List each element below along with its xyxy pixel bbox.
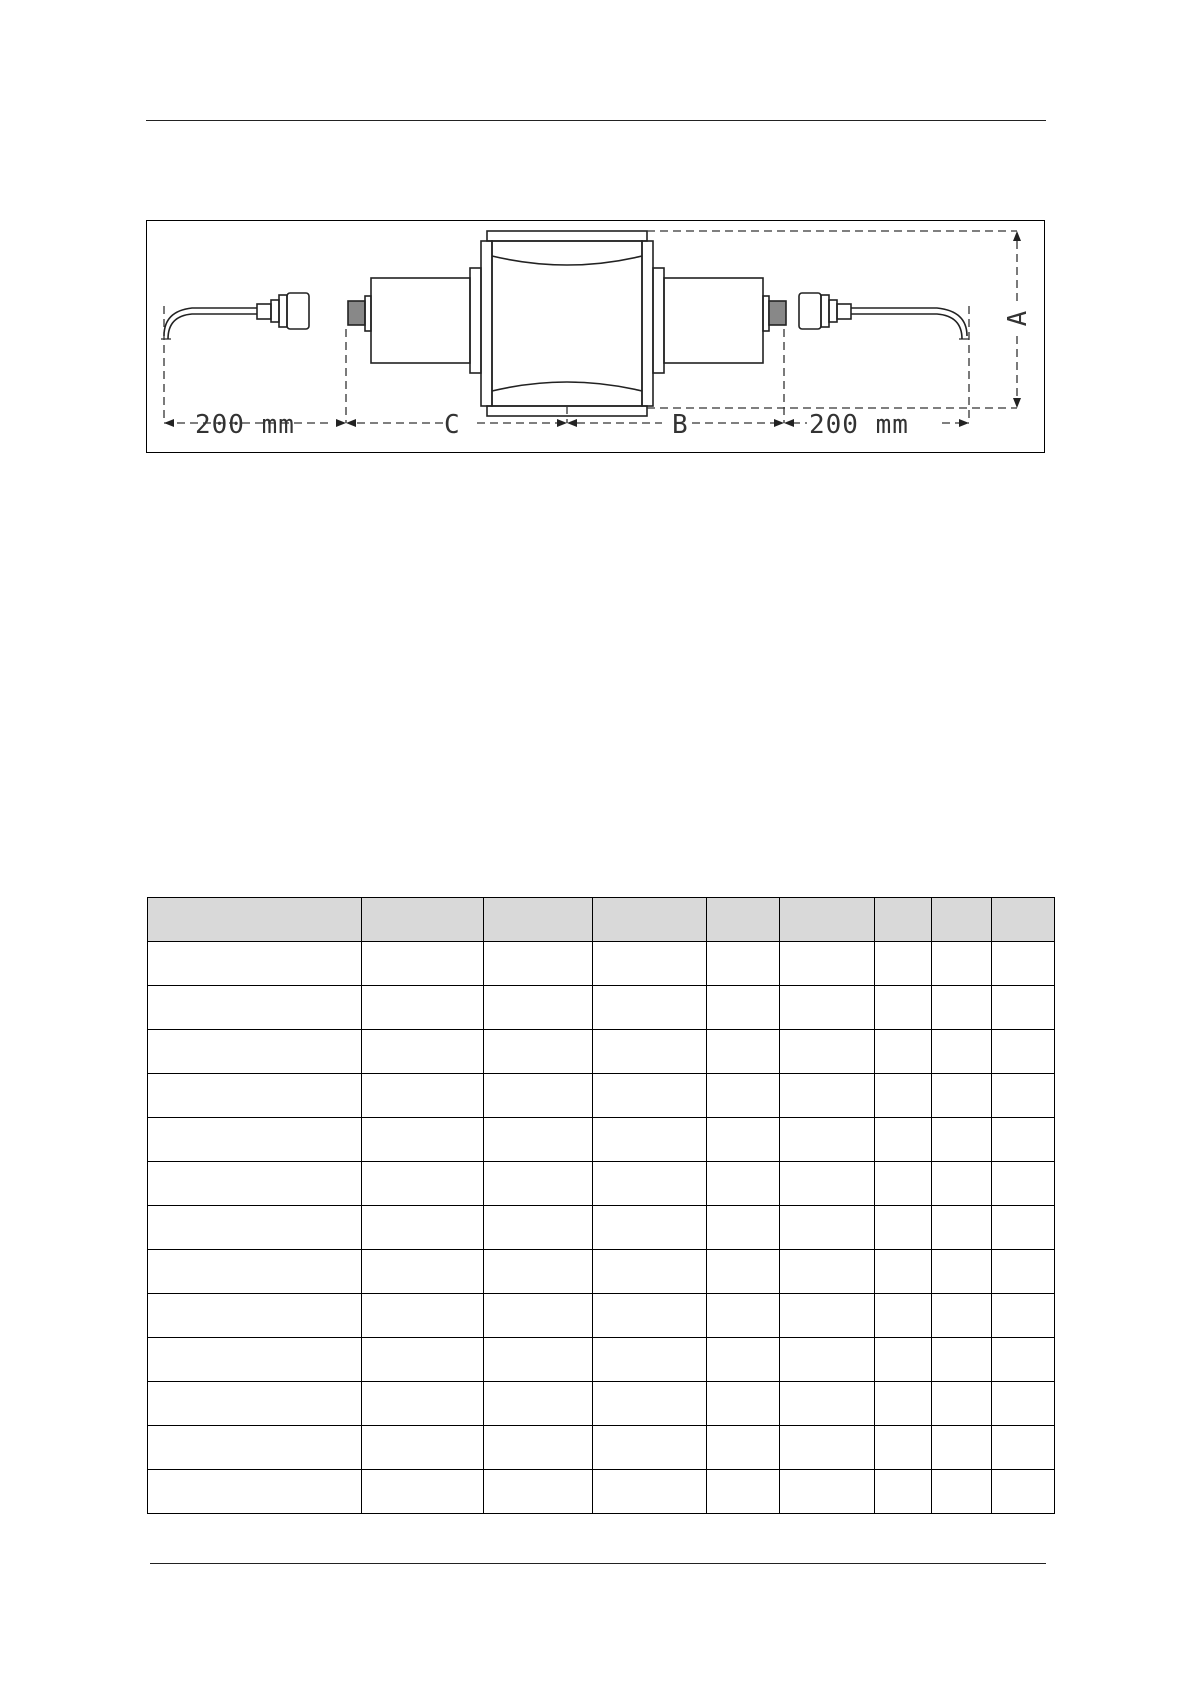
table-cell — [593, 1074, 707, 1118]
header-cell — [932, 898, 992, 942]
table-cell — [593, 1382, 707, 1426]
table-cell — [875, 1470, 932, 1514]
table-cell — [148, 1294, 362, 1338]
table-cell — [992, 1338, 1055, 1382]
table-cell — [875, 1294, 932, 1338]
table-cell — [707, 1470, 780, 1514]
table-cell — [362, 1250, 484, 1294]
table-cell — [707, 1382, 780, 1426]
table-cell — [484, 1162, 593, 1206]
table-cell — [484, 986, 593, 1030]
specification-table — [147, 897, 1055, 1514]
table-cell — [484, 1426, 593, 1470]
table-cell — [707, 1294, 780, 1338]
dimension-label-left: 200 mm — [195, 410, 295, 440]
table-cell — [932, 1338, 992, 1382]
right-threaded-stud — [769, 301, 786, 325]
table-cell — [707, 986, 780, 1030]
dimension-label-c: C — [444, 410, 461, 440]
footer-rule — [150, 1563, 1046, 1564]
header-cell — [484, 898, 593, 942]
table-cell — [593, 942, 707, 986]
header-cell — [875, 898, 932, 942]
header-cell — [362, 898, 484, 942]
table-cell — [780, 1162, 875, 1206]
table-cell — [593, 1030, 707, 1074]
table-cell — [593, 1338, 707, 1382]
table-cell — [484, 1118, 593, 1162]
table-cell — [932, 1382, 992, 1426]
table-row — [148, 986, 1055, 1030]
table-cell — [992, 942, 1055, 986]
dimension-label-a: A — [1003, 309, 1033, 327]
table-cell — [932, 1250, 992, 1294]
table-cell — [148, 1162, 362, 1206]
table-cell — [484, 1382, 593, 1426]
table-cell — [992, 1250, 1055, 1294]
table-cell — [484, 942, 593, 986]
table-cell — [932, 1470, 992, 1514]
table-cell — [932, 1030, 992, 1074]
table-cell — [875, 1426, 932, 1470]
load-cell-drawing — [147, 221, 1046, 454]
table-cell — [992, 986, 1055, 1030]
right-cable — [851, 308, 967, 336]
table-cell — [148, 986, 362, 1030]
table-cell — [780, 1470, 875, 1514]
left-cable-ferrule — [257, 304, 271, 319]
table-cell — [362, 1470, 484, 1514]
table-cell — [593, 1206, 707, 1250]
table-cell — [593, 1118, 707, 1162]
table-row — [148, 1162, 1055, 1206]
table-cell — [362, 1118, 484, 1162]
table-cell — [362, 1382, 484, 1426]
table-row — [148, 942, 1055, 986]
table-cell — [932, 1426, 992, 1470]
table-cell — [593, 1162, 707, 1206]
table-cell — [780, 1426, 875, 1470]
table-cell — [875, 1206, 932, 1250]
table-cell — [780, 1206, 875, 1250]
table-cell — [484, 1030, 593, 1074]
table-cell — [780, 1030, 875, 1074]
table-cell — [484, 1294, 593, 1338]
table-header-row — [148, 898, 1055, 942]
table-cell — [875, 1338, 932, 1382]
table-cell — [707, 1426, 780, 1470]
table-cell — [932, 1074, 992, 1118]
table-cell — [707, 1118, 780, 1162]
table-row — [148, 1118, 1055, 1162]
header-cell — [593, 898, 707, 942]
table-cell — [875, 1118, 932, 1162]
table-cell — [707, 1250, 780, 1294]
table-cell — [780, 1338, 875, 1382]
table-cell — [932, 986, 992, 1030]
table-cell — [148, 1338, 362, 1382]
table-cell — [780, 1074, 875, 1118]
table-row — [148, 1338, 1055, 1382]
table-cell — [148, 1426, 362, 1470]
dimension-label-right: 200 mm — [809, 410, 909, 440]
table-row — [148, 1074, 1055, 1118]
right-cylinder — [664, 278, 763, 363]
table-cell — [932, 1118, 992, 1162]
table-cell — [932, 1294, 992, 1338]
table-cell — [362, 986, 484, 1030]
table-cell — [992, 1206, 1055, 1250]
header-cell — [992, 898, 1055, 942]
table-cell — [593, 1294, 707, 1338]
table-cell — [148, 1470, 362, 1514]
table-cell — [707, 1206, 780, 1250]
left-cylinder — [371, 278, 470, 363]
header-cell — [707, 898, 780, 942]
table-cell — [707, 1074, 780, 1118]
table-row — [148, 1470, 1055, 1514]
table-cell — [780, 1294, 875, 1338]
table-cell — [780, 1118, 875, 1162]
table-cell — [362, 1074, 484, 1118]
table-cell — [484, 1338, 593, 1382]
table-cell — [875, 1162, 932, 1206]
table-cell — [362, 1206, 484, 1250]
left-cable — [164, 308, 257, 336]
table-cell — [707, 1162, 780, 1206]
table-cell — [148, 1250, 362, 1294]
table-cell — [780, 1250, 875, 1294]
table-cell — [484, 1074, 593, 1118]
table-cell — [148, 942, 362, 986]
table-row — [148, 1030, 1055, 1074]
table-cell — [362, 1294, 484, 1338]
table-cell — [992, 1426, 1055, 1470]
table-row — [148, 1426, 1055, 1470]
table-row — [148, 1206, 1055, 1250]
dimension-drawing — [146, 220, 1045, 453]
table-cell — [707, 1030, 780, 1074]
table-cell — [707, 942, 780, 986]
table-row — [148, 1382, 1055, 1426]
table-cell — [484, 1206, 593, 1250]
header-cell — [780, 898, 875, 942]
table-cell — [593, 1250, 707, 1294]
table-cell — [362, 1338, 484, 1382]
table-cell — [593, 1426, 707, 1470]
table-cell — [875, 942, 932, 986]
table-cell — [593, 986, 707, 1030]
table-row — [148, 1294, 1055, 1338]
table-cell — [780, 942, 875, 986]
table-cell — [148, 1118, 362, 1162]
table-cell — [932, 1162, 992, 1206]
table-cell — [875, 1250, 932, 1294]
table-cell — [148, 1206, 362, 1250]
table-cell — [992, 1074, 1055, 1118]
table-cell — [593, 1470, 707, 1514]
table-cell — [780, 986, 875, 1030]
right-connector-nut — [799, 293, 821, 329]
table-cell — [992, 1470, 1055, 1514]
table-cell — [992, 1162, 1055, 1206]
table-cell — [484, 1470, 593, 1514]
table-cell — [992, 1030, 1055, 1074]
header-cell — [148, 898, 362, 942]
table-cell — [362, 1162, 484, 1206]
left-threaded-stud — [348, 301, 365, 325]
table-cell — [148, 1382, 362, 1426]
header-rule — [146, 120, 1046, 121]
table-cell — [148, 1074, 362, 1118]
table-cell — [780, 1382, 875, 1426]
table-cell — [992, 1294, 1055, 1338]
table-cell — [707, 1338, 780, 1382]
table-cell — [362, 1030, 484, 1074]
table-cell — [932, 942, 992, 986]
table-cell — [362, 1426, 484, 1470]
table-cell — [875, 986, 932, 1030]
dimension-label-b: B — [672, 410, 689, 440]
table-cell — [992, 1382, 1055, 1426]
table-cell — [992, 1118, 1055, 1162]
table-cell — [148, 1030, 362, 1074]
table-row — [148, 1250, 1055, 1294]
top-flange — [487, 231, 647, 241]
table-cell — [875, 1030, 932, 1074]
left-connector-nut — [287, 293, 309, 329]
table-cell — [875, 1074, 932, 1118]
table-cell — [875, 1382, 932, 1426]
table-cell — [362, 942, 484, 986]
table-cell — [932, 1206, 992, 1250]
table-cell — [484, 1250, 593, 1294]
